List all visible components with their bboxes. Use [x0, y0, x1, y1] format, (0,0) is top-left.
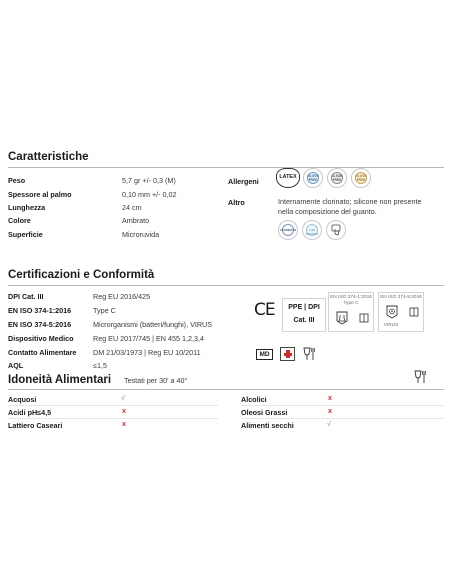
certifications-title: Certificazioni e Conformità	[8, 269, 155, 281]
cert-label-medical-device: Dispositivo Medico	[8, 334, 74, 343]
en374-1-caption: EN ISO 374-1:2016	[330, 295, 372, 300]
char-label-weight: Peso	[8, 176, 26, 185]
cert-value-dpi: Reg EU 2016/425	[93, 292, 151, 301]
food-contact-glass-fork-icon	[302, 347, 318, 362]
ppe-category-box	[282, 298, 326, 332]
food-mark-aqueous: √	[121, 395, 125, 402]
certifications-divider	[8, 285, 444, 286]
cert-label-en374-1: EN ISO 374-1:2016	[8, 306, 72, 315]
ppe-line-2: Cat. III	[293, 317, 315, 324]
characteristics-title: Caratteristiche	[8, 151, 89, 163]
char-label-thickness: Spessore al palmo	[8, 190, 72, 199]
food-row-divider	[241, 405, 444, 406]
cert-value-aql: ≤1,5	[93, 361, 107, 370]
cert-label-dpi: DPI Cat. III	[8, 292, 44, 301]
cert-value-medical-device: Reg EU 2017/745 | EN 455 1,2,3,4	[93, 334, 204, 343]
info-book-icon-2	[409, 307, 419, 317]
ce-mark-icon: CE	[254, 300, 275, 320]
char-value-color: Ambrato	[122, 216, 150, 225]
glove-free-gold-badge-icon	[351, 168, 371, 188]
low-protein-badge-text: LOW PROTEIN	[305, 228, 319, 236]
food-mark-dairy: x	[122, 421, 126, 428]
cert-value-en374-1: Type C	[93, 306, 116, 315]
ppe-line-1: PPE | DPI	[288, 304, 320, 311]
food-label-dry: Alimenti secchi	[241, 421, 294, 430]
food-mark-acidic: x	[122, 408, 126, 415]
chlorinated-badge-icon	[278, 220, 298, 240]
en374-1-type: Type C	[343, 301, 359, 306]
en374-5-caption: EN ISO 374-5:2016	[380, 295, 422, 300]
cert-label-en374-5: EN ISO 374-5:2016	[8, 320, 72, 329]
glove-free-gold-badge-text: GLOVE FREE	[355, 174, 367, 182]
medical-cross-icon	[280, 347, 295, 361]
cert-value-food-contact: DM 21/03/1973 | Reg EU 10/2011	[93, 348, 201, 357]
glove-free-badge-text: GLOVE FREE	[307, 174, 319, 182]
medical-device-md-icon: MD	[256, 349, 273, 360]
food-label-fatty: Oleosi Grassi	[241, 408, 288, 417]
chemical-flask-icon	[335, 311, 349, 325]
char-value-surface: Microruvida	[122, 230, 160, 239]
hand-touch-icon	[329, 223, 343, 237]
clean-free-badge-icon	[327, 168, 347, 188]
biohazard-icon	[385, 305, 399, 319]
char-value-length: 24 cm	[122, 203, 142, 212]
latex-badge-text: LATEX	[279, 174, 297, 180]
chlorinated-badge-text: CLORINATO	[279, 228, 297, 232]
food-label-aqueous: Acquosi	[8, 395, 37, 404]
en374-5-box	[378, 292, 424, 332]
en374-5-virus: VIRUS	[383, 323, 399, 328]
char-label-surface: Superficie	[8, 230, 43, 239]
glove-free-badge-icon	[303, 168, 323, 188]
info-book-icon	[359, 313, 369, 323]
food-label-acidic: Acidi pH≤4,5	[8, 408, 52, 417]
characteristics-divider	[8, 167, 444, 168]
latex-badge-icon	[276, 168, 300, 188]
food-divider	[8, 389, 444, 390]
food-test-conditions: Testati per 30' a 40°	[124, 376, 188, 385]
food-label-dairy: Lattiero Caseari	[8, 421, 63, 430]
food-row-divider	[8, 418, 218, 419]
char-value-weight: 5,7 gr +/- 0,3 (M)	[122, 176, 176, 185]
char-label-color: Colore	[8, 216, 31, 225]
food-label-alcoholic: Alcolici	[241, 395, 267, 404]
other-description: Internamente clorinato; silicone non presente nella composizione del guanto.	[278, 197, 422, 216]
cert-label-food-contact: Contatto Alimentare	[8, 348, 77, 357]
other-label: Altro	[228, 198, 245, 207]
touch-badge-icon	[326, 220, 346, 240]
char-label-length: Lunghezza	[8, 203, 46, 212]
food-row-divider	[241, 418, 444, 419]
food-row-divider	[8, 405, 218, 406]
food-suitability-title: Idoneità Alimentari	[8, 374, 112, 386]
low-protein-badge-icon	[302, 220, 322, 240]
food-mark-dry: √	[327, 421, 331, 428]
cert-label-aql: AQL	[8, 361, 24, 370]
cert-value-en374-5: Microrganismi (batteri/funghi), VIRUS	[93, 320, 213, 329]
allergens-label: Allergeni	[228, 177, 259, 186]
char-value-thickness: 0,10 mm +/- 0,02	[122, 190, 177, 199]
food-mark-fatty: x	[328, 408, 332, 415]
food-contact-header-icon	[413, 370, 429, 385]
en374-1-box	[328, 292, 374, 332]
food-mark-alcoholic: x	[328, 395, 332, 402]
clean-free-badge-text: CLEAN FREE	[331, 174, 343, 182]
